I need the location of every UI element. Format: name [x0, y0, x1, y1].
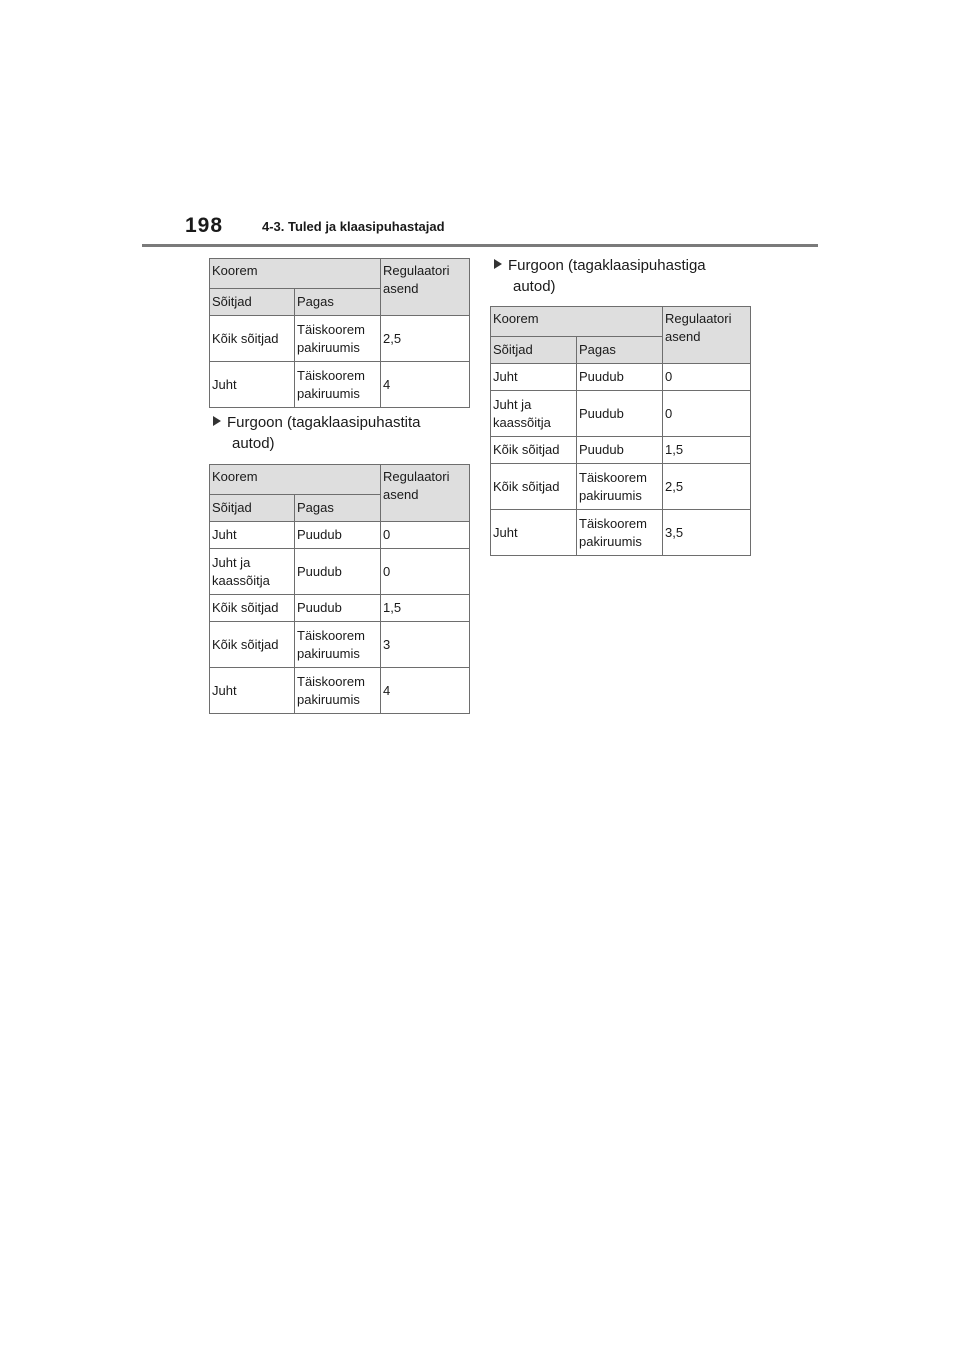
table-row [210, 522, 470, 549]
header-pagas: Pagas [295, 289, 381, 316]
cell-soitjad: Juht ja kaassõitja [210, 549, 295, 595]
header-koorem: Koorem [491, 307, 663, 337]
table-header-row [491, 307, 751, 337]
cell-soitjad: Juht [210, 668, 295, 714]
cell-asend: 2,5 [663, 464, 751, 510]
heading-line-1: Furgoon (tagaklaasipuhastita [227, 414, 421, 431]
cell-pagas: Puudub [577, 364, 663, 391]
section-title: 4-3. Tuled ja klaasipuhastajad [262, 219, 445, 234]
header-soitjad: Sõitjad [210, 495, 295, 522]
triangle-bullet-icon [213, 416, 221, 426]
table-row [491, 437, 751, 464]
regulator-table-top [209, 258, 470, 408]
header-koorem: Koorem [210, 465, 381, 495]
table-header-row [210, 259, 470, 289]
header-regulaator: Regulaatori asend [663, 307, 751, 364]
heading-line-2: autod) [513, 278, 556, 295]
header-pagas: Pagas [577, 337, 663, 364]
cell-asend: 0 [381, 549, 470, 595]
table-row [210, 668, 470, 714]
cell-asend: 3 [381, 622, 470, 668]
table-row [210, 595, 470, 622]
cell-soitjad: Kõik sõitjad [210, 595, 295, 622]
cell-asend: 0 [663, 391, 751, 437]
regulator-table-left [209, 464, 470, 714]
cell-soitjad: Juht [210, 362, 295, 408]
cell-soitjad: Kõik sõitjad [491, 464, 577, 510]
cell-soitjad: Kõik sõitjad [491, 437, 577, 464]
cell-asend: 0 [381, 522, 470, 549]
cell-pagas: Puudub [295, 522, 381, 549]
cell-soitjad: Juht [210, 522, 295, 549]
cell-pagas: Täiskoorem pakiruumis [577, 510, 663, 556]
table-row [210, 362, 470, 408]
page-number: 198 [185, 214, 224, 237]
cell-pagas: Täiskoorem pakiruumis [295, 622, 381, 668]
cell-asend: 1,5 [381, 595, 470, 622]
cell-pagas: Puudub [577, 391, 663, 437]
cell-soitjad: Kõik sõitjad [210, 316, 295, 362]
heading-line-2: autod) [232, 435, 275, 452]
triangle-bullet-icon [494, 259, 502, 269]
cell-pagas: Puudub [295, 549, 381, 595]
table-row [491, 364, 751, 391]
header-regulaator: Regulaatori asend [381, 259, 470, 316]
cell-pagas: Täiskoorem pakiruumis [295, 316, 381, 362]
cell-pagas: Puudub [295, 595, 381, 622]
cell-asend: 2,5 [381, 316, 470, 362]
header-regulaator: Regulaatori asend [381, 465, 470, 522]
cell-pagas: Täiskoorem pakiruumis [295, 362, 381, 408]
cell-soitjad: Kõik sõitjad [210, 622, 295, 668]
cell-asend: 0 [663, 364, 751, 391]
cell-pagas: Täiskoorem pakiruumis [295, 668, 381, 714]
cell-pagas: Puudub [577, 437, 663, 464]
header-soitjad: Sõitjad [491, 337, 577, 364]
regulator-table-right [490, 306, 751, 556]
section-heading-right [494, 255, 706, 297]
heading-line-1: Furgoon (tagaklaasipuhastiga [508, 257, 706, 274]
table-row [491, 464, 751, 510]
table-row [210, 622, 470, 668]
table-row [491, 391, 751, 437]
cell-asend: 1,5 [663, 437, 751, 464]
header-koorem: Koorem [210, 259, 381, 289]
table-row [491, 510, 751, 556]
cell-pagas: Täiskoorem pakiruumis [577, 464, 663, 510]
header-soitjad: Sõitjad [210, 289, 295, 316]
section-heading-left [213, 412, 420, 454]
cell-soitjad: Juht [491, 510, 577, 556]
header-pagas: Pagas [295, 495, 381, 522]
header-divider [142, 244, 818, 247]
cell-soitjad: Juht [491, 364, 577, 391]
table-row [210, 316, 470, 362]
table-header-row [210, 465, 470, 495]
cell-soitjad: Juht ja kaassõitja [491, 391, 577, 437]
cell-asend: 4 [381, 668, 470, 714]
cell-asend: 3,5 [663, 510, 751, 556]
table-row [210, 549, 470, 595]
cell-asend: 4 [381, 362, 470, 408]
